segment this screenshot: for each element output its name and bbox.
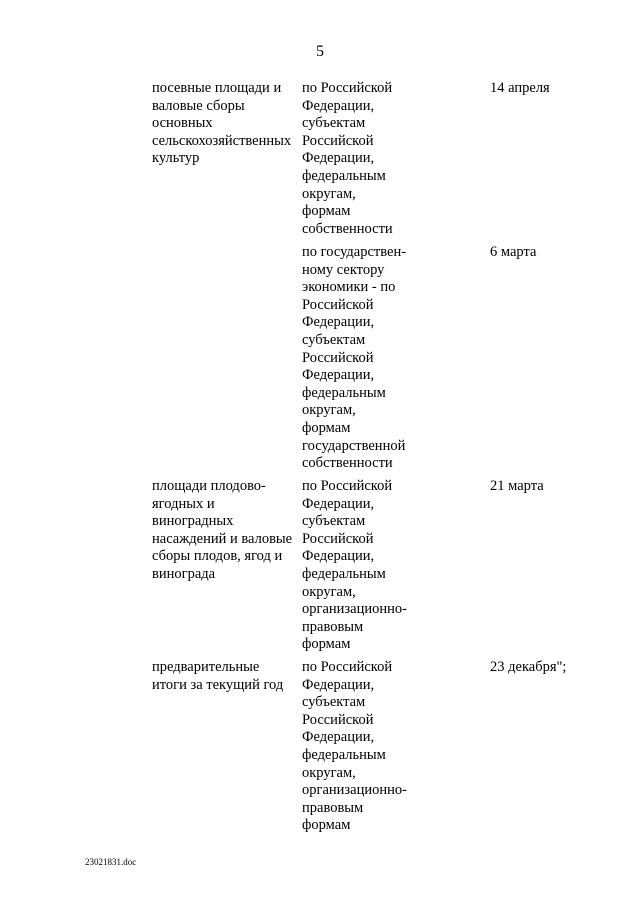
- breakdown-cell: по Российской Федерации, субъектам Российской Федерации, федеральным округам, формам собственности: [302, 80, 393, 237]
- footer-filename: 23021831.doc: [85, 857, 137, 867]
- indicator-cell: посевные площади и валовые сборы основных сельскохозяйственных культур: [152, 80, 292, 167]
- breakdown-cell: по Российской Федерации, субъектам Российской Федерации, федеральным округам, организационно- правовым формам: [302, 478, 407, 653]
- breakdown-cell: по Российской Федерации, субъектам Российской Федерации, федеральным округам, организационно- правовым формам: [302, 659, 407, 834]
- date-cell: 21 марта: [490, 478, 544, 494]
- indicator-cell: предварительные итоги за текущий год: [152, 659, 284, 693]
- indicator-cell: площади плодово- ягодных и виноградных насаждений и валовые сборы плодов, ягод и винограда: [152, 478, 293, 582]
- date-cell: 14 апреля: [490, 80, 550, 96]
- page-number: 5: [316, 43, 324, 60]
- date-cell: 6 марта: [490, 244, 537, 260]
- date-cell: 23 декабря";: [490, 659, 567, 675]
- breakdown-cell: по государствен- ному сектору экономики - по Российской Федерации, субъектам Российской Федерации, федеральным округам, формам государственной собственности: [302, 244, 407, 472]
